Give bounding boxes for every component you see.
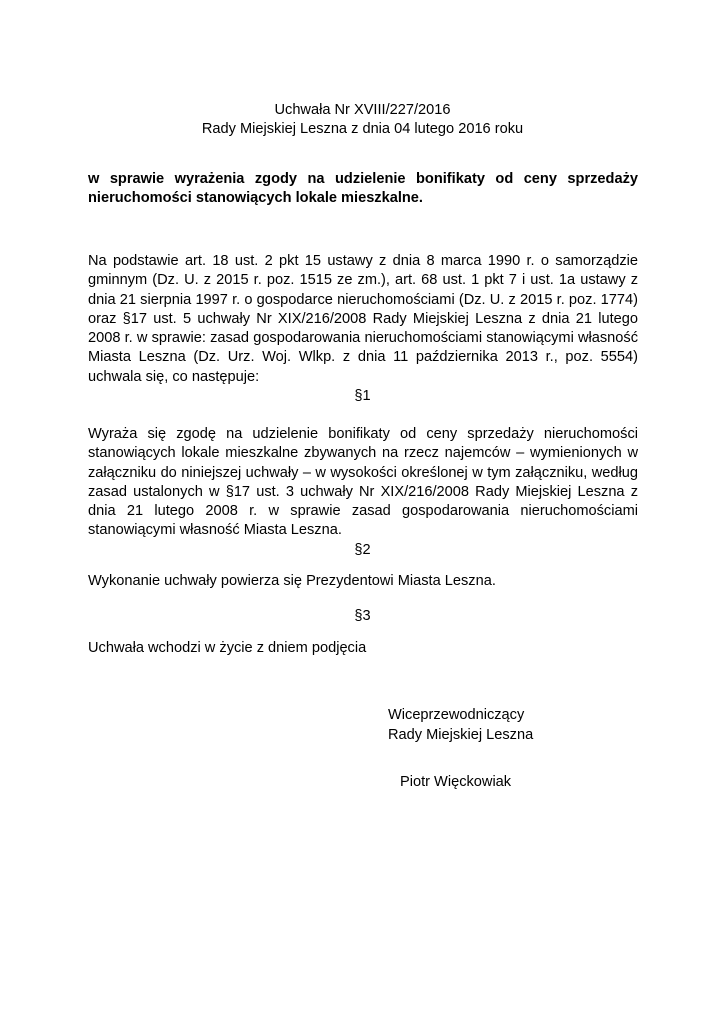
paragraph-line: Uchwała wchodzi w życie z dniem podjęcia bbox=[88, 640, 367, 656]
resolution-header bbox=[0, 101, 725, 139]
paragraph-line: stanowiącymi własność Miasta Leszna. bbox=[88, 522, 342, 539]
section-mark-3: §3 bbox=[354, 608, 371, 624]
resolution-subtitle: Rady Miejskiej Leszna z dnia 04 lutego 2016 roku bbox=[201, 121, 524, 137]
paragraph-line: stanowiących lokale mieszkalne zbywanych na rzecz najemców – wymienionych w bbox=[88, 445, 638, 462]
paragraph-line: załączniku do niniejszej uchwały – w wysokości określonej w tym załączniku, według bbox=[88, 464, 638, 481]
section-2-paragraph bbox=[88, 572, 638, 591]
resolution-subject bbox=[88, 170, 638, 208]
signatory-name: Piotr Więckowiak bbox=[400, 774, 512, 790]
section-mark-2: §2 bbox=[354, 542, 371, 558]
preamble-paragraph bbox=[88, 252, 638, 387]
signatory-role: Wiceprzewodniczący bbox=[388, 707, 525, 723]
paragraph-line: Miasta Leszna (Dz. Urz. Woj. Wlkp. z dnia 11 października 2013 r., poz. 5554) bbox=[88, 349, 638, 366]
section-3-paragraph bbox=[88, 639, 638, 658]
paragraph-line: dnia 21 lutego 2008 r. w sprawie zasad gospodarowania nieruchomościami bbox=[88, 503, 638, 520]
resolution-title: Uchwała Nr XVIII/227/2016 bbox=[274, 102, 451, 118]
paragraph-line: zasad ustalonych w §17 ust. 3 uchwały Nr XIX/216/2008 Rady Miejskiej Leszna z bbox=[88, 483, 638, 500]
paragraph-line: oraz §17 ust. 5 uchwały Nr XIX/216/2008 Rady Miejskiej Leszna z dnia 21 lutego bbox=[88, 310, 638, 327]
subject-line: w sprawie wyrażenia zgody na udzielenie bonifikaty od ceny sprzedaży bbox=[88, 171, 638, 187]
paragraph-line: 2008 r. w sprawie: zasad gospodarowania nieruchomościami stanowiącymi własność bbox=[88, 330, 638, 347]
section-mark-1: §1 bbox=[354, 388, 371, 404]
paragraph-line: gminnym (Dz. U. z 2015 r. poz. 1515 ze zm.), art. 68 ust. 1 pkt 7 i ust. 1a ustawy z bbox=[88, 272, 638, 289]
paragraph-line: Wykonanie uchwały powierza się Prezydentowi Miasta Leszna. bbox=[88, 573, 496, 589]
paragraph-line: dnia 21 sierpnia 1997 r. o gospodarce nieruchomościami (Dz. U. z 2015 r. poz. 1774) bbox=[88, 291, 638, 308]
section-1-paragraph bbox=[88, 425, 638, 541]
signatory-body: Rady Miejskiej Leszna bbox=[388, 726, 534, 743]
signature-block bbox=[388, 706, 533, 745]
paragraph-line: Wyraża się zgodę na udzielenie bonifikaty od ceny sprzedaży nieruchomości bbox=[88, 426, 638, 442]
paragraph-line: Na podstawie art. 18 ust. 2 pkt 15 ustawy z dnia 8 marca 1990 r. o samorządzie bbox=[88, 253, 638, 269]
subject-line: nieruchomości stanowiących lokale mieszkalne. bbox=[88, 190, 423, 206]
paragraph-line: uchwala się, co następuje: bbox=[88, 368, 260, 385]
